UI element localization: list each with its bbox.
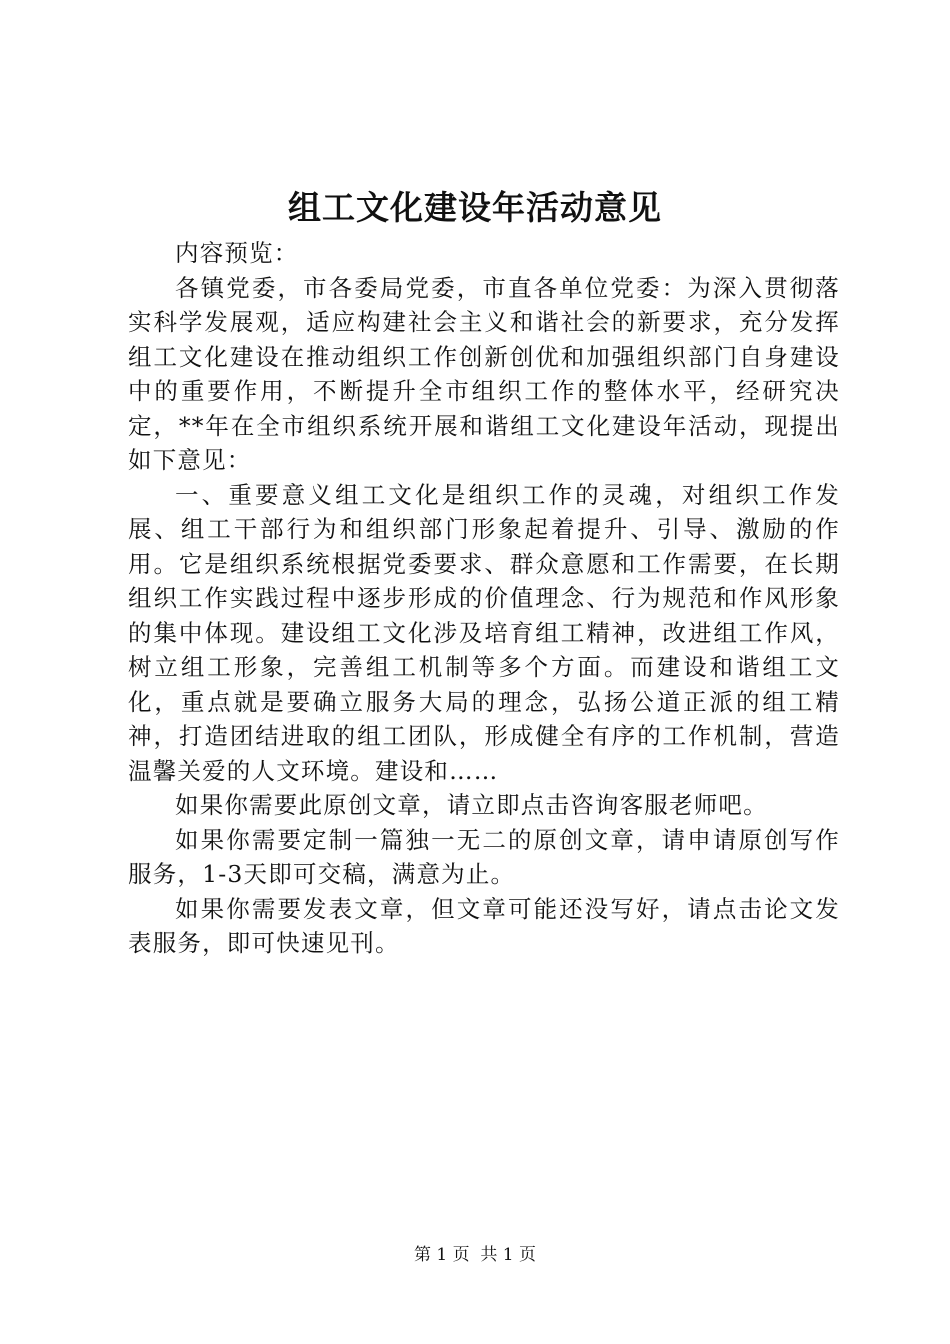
body-paragraph-significance: 一、重要意义组工文化是组织工作的灵魂，对组织工作发展、组工干部行为和组织部门形象起着提升、引导、激励的作用。它是组织系统根据党委要求、群众意愿和工作需要，在长期组织工作实践过程中逐步形成的价值理念、行为规范和作风形象的集中体现。建设组工文化涉及培育组工精神，改进组工作风，树立组工形象，完善组工机制等多个方面。而建设和谐组工文化，重点就是要确立服务大局的理念，弘扬公道正派的组工精神，打造团结进取的组工团队，形成健全有序的工作机制，营造温馨关爱的人文环境。建设和…… <box>128 480 840 785</box>
publishing-service-paragraph: 如果你需要发表文章，但文章可能还没写好，请点击论文发表服务，即可快速见刊。 <box>128 894 840 957</box>
body-paragraph-intro: 各镇党委，市各委局党委，市直各单位党委：为深入贯彻落实科学发展观，适应构建社会主义和谐社会的新要求，充分发挥组工文化建设在推动组织工作创新创优和加强组织部门自身建设中的重要作用，不断提升全市组织工作的整体水平，经研究决定，**年在全市组织系统开展和谐组工文化建设年活动，现提出如下意见： <box>128 273 840 474</box>
preview-label: 内容预览： <box>175 239 299 267</box>
document-body <box>128 236 840 961</box>
document-title: 组工文化建设年活动意见 <box>288 188 662 227</box>
page-number-footer: 第 1 页 共 1 页 <box>413 1245 537 1265</box>
consult-service-paragraph: 如果你需要此原创文章，请立即点击咨询客服老师吧。 <box>175 791 768 819</box>
custom-writing-paragraph: 如果你需要定制一篇独一无二的原创文章，请申请原创写作服务，1-3天即可交稿，满意为止。 <box>128 825 840 888</box>
